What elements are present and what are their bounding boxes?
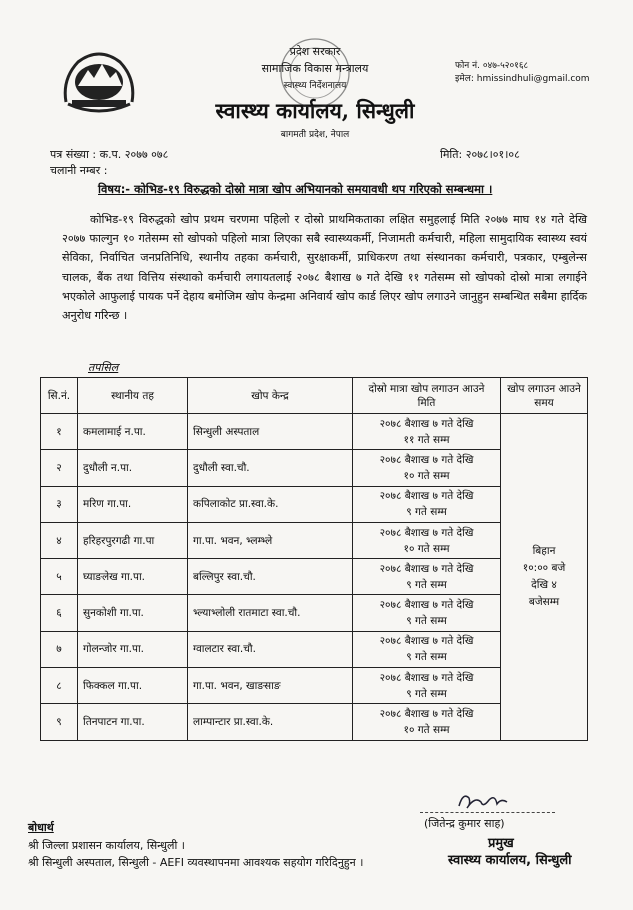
date-from: २०७८ बैशाख ७ गते देखि (379, 526, 474, 539)
letter-date: मिति: २०७८।०१।०८ (440, 148, 520, 161)
cell-local-level: गोलन्जोर गा.पा. (78, 631, 188, 667)
time-line: १०:०० बजे (522, 561, 566, 574)
phone-number: फोन नं. ०४७-५२०१६८ (455, 61, 529, 71)
cell-local-level: तिनपाटन गा.पा. (78, 704, 188, 740)
cell-local-level: दुधौली न.पा. (78, 450, 188, 486)
time-line: बजेसम्म (528, 595, 560, 608)
cell-time (501, 414, 588, 741)
cell-serial: ३ (41, 486, 78, 522)
cell-vaccine-center: बल्लिपुर स्वा.चौ. (188, 559, 353, 595)
vaccination-schedule-table (40, 377, 588, 741)
cell-serial: ५ (41, 559, 78, 595)
table-row (41, 414, 588, 450)
cell-local-level: हरिहरपुरगढी गा.पा (78, 522, 188, 558)
cc-recipient: श्री सिन्धुली अस्पताल, सिन्धुली - AEFI व्यवस्थापनमा आवश्यक सहयोग गरिदिनुहुन । (28, 856, 364, 869)
signatory-title: प्रमुख (488, 836, 514, 851)
subject-line: विषय:- कोभिड-१९ विरुद्धको दोस्रो मात्रा खोप अभियानको समयावधी थप गरिएको सम्बन्धमा । (98, 182, 493, 196)
header-time: खोप लगाउन आउने समय (501, 378, 588, 414)
table-header-row (41, 378, 588, 414)
cell-vaccine-center: भ्ल्याभ्लोली रातमाटा स्वा.चौ. (188, 595, 353, 631)
date-to: ९ गते सम्म (406, 687, 447, 700)
time-line: देखि ४ (531, 578, 557, 591)
date-to: ९ गते सम्म (406, 506, 447, 519)
province-name: बागमती प्रदेश, नेपाल (280, 130, 350, 140)
signatory-office: स्वास्थ्य कार्यालय, सिन्धुली (448, 853, 572, 868)
province-government: प्रदेश सरकार (289, 45, 341, 58)
cell-serial: ६ (41, 595, 78, 631)
directorate-name: स्वास्थ्य निर्देशनालय (283, 81, 347, 91)
cell-vaccine-center: गा.पा. भवन, भ्लम्भ्ले (188, 522, 353, 558)
cc-recipient: श्री जिल्ला प्रशासन कार्यालय, सिन्धुली । (28, 839, 185, 852)
header-local-level: स्थानीय तह (78, 378, 188, 414)
cell-local-level: सुनकोशी गा.पा. (78, 595, 188, 631)
date-from: २०७८ बैशाख ७ गते देखि (379, 453, 474, 466)
office-name: स्वास्थ्य कार्यालय, सिन्धुली (215, 98, 415, 123)
cell-serial: ८ (41, 668, 78, 704)
cell-serial: ७ (41, 631, 78, 667)
cell-vaccine-center: कपिलाकोट प्रा.स्वा.के. (188, 486, 353, 522)
date-to: ९ गते सम्म (406, 578, 447, 591)
body-paragraph: कोभिड-१९ विरुद्धको खोप प्रथम चरणमा पहिलो र दोस्रो प्राथमिकताका लक्षित समुहलाई मिति २०७७ माघ १४ गते देखि २०७७ फाल्गुन १० गतेसम्म सो खोपको पहिलो मात्रा लिएका सबै स्वास्थ्यकर्मी, निजामती कर्मचारी, महिला सामुदायिक स्वास्थ्य स्वयं सेविका, निर्वाचित जनप्रतिनिधि, स्थानीय तहका कर्मचारी, सुरक्षाकर्मी, प्राधिकरण तथा संस्थानका कर्मचारी, पत्रकार, एम्बुलेन्स चालक, बैंक तथा वित्तिय संस्थाको कर्मचारी लगायतलाई २०७८ बैशाख ७ गते देखि ११ गतेसम्म सो खोपको दोस्रो मात्रा लगाईने भएकोले आफुलाई पायक पर्ने देहाय बमोजिम खोप केन्द्रमा अनिवार्य खोप कार्ड लिएर खोप लगाउने जानुहुन सम्बन्धित सबैमा हार्दिक अनुरोध गरिन्छ । (62, 213, 587, 323)
cell-local-level: घ्याङलेख गा.पा. (78, 559, 188, 595)
header-vaccine-center: खोप केन्द्र (188, 378, 353, 414)
date-from: २०७८ बैशाख ७ गते देखि (379, 562, 474, 575)
cell-vaccine-center: गा.पा. भवन, खाङसाङ (188, 668, 353, 704)
cell-date (353, 631, 501, 667)
cell-serial: ९ (41, 704, 78, 740)
cell-local-level: कमलामाई न.पा. (78, 414, 188, 450)
signatory-name: (जितेन्द्र कुमार साह) (424, 817, 505, 830)
cell-date (353, 486, 501, 522)
cell-date (353, 522, 501, 558)
date-from: २०७८ बैशाख ७ गते देखि (379, 708, 474, 721)
table-caption: तपसिल (88, 361, 119, 374)
date-to: ९ गते सम्म (406, 615, 447, 628)
cell-serial: ४ (41, 522, 78, 558)
office-stamp-icon (275, 34, 355, 112)
ministry-name: सामाजिक विकास मन्त्रालय (261, 62, 369, 75)
header-serial: सि.नं. (41, 378, 78, 414)
cell-date (353, 668, 501, 704)
date-from: २०७८ बैशाख ७ गते देखि (379, 635, 474, 648)
cell-vaccine-center: लाम्पान्टार प्रा.स्वा.के. (188, 704, 353, 740)
date-from: २०७८ बैशाख ७ गते देखि (379, 671, 474, 684)
date-to: १० गते सम्म (403, 724, 450, 737)
handwritten-signature-icon (455, 790, 510, 812)
nepal-emblem-icon (58, 44, 140, 114)
cell-local-level: फिक्कल गा.पा. (78, 668, 188, 704)
cell-date (353, 450, 501, 486)
letter-number: पत्र संख्या : क.प. २०७७ ०७८ (50, 148, 169, 161)
date-to: ९ गते सम्म (406, 651, 447, 664)
cell-serial: २ (41, 450, 78, 486)
cell-vaccine-center: ग्वालटार स्वा.चौ. (188, 631, 353, 667)
cell-date (353, 414, 501, 450)
time-line: बिहान (532, 544, 556, 557)
cc-heading: बोधार्थ (28, 821, 54, 834)
email-address: इमेल: hmissindhuli@gmail.com (455, 74, 590, 84)
cell-serial: १ (41, 414, 78, 450)
header-date: दोस्रो मात्रा खोप लगाउन आउने मिति (353, 378, 501, 414)
cell-date (353, 704, 501, 740)
cell-date (353, 595, 501, 631)
date-from: २०७८ बैशाख ७ गते देखि (379, 490, 474, 503)
date-from: २०७८ बैशाख ७ गते देखि (379, 599, 474, 612)
cell-date (353, 559, 501, 595)
date-to: १० गते सम्म (403, 542, 450, 555)
date-from: २०७८ बैशाख ७ गते देखि (379, 417, 474, 430)
cell-vaccine-center: दुधौली स्वा.चौ. (188, 450, 353, 486)
date-to: १० गते सम्म (403, 469, 450, 482)
dispatch-number: चलानी नम्बर : (50, 164, 108, 177)
signature-line (420, 812, 555, 813)
date-to: ११ गते सम्म (403, 433, 450, 446)
cell-local-level: मरिण गा.पा. (78, 486, 188, 522)
cell-vaccine-center: सिन्धुली अस्पताल (188, 414, 353, 450)
